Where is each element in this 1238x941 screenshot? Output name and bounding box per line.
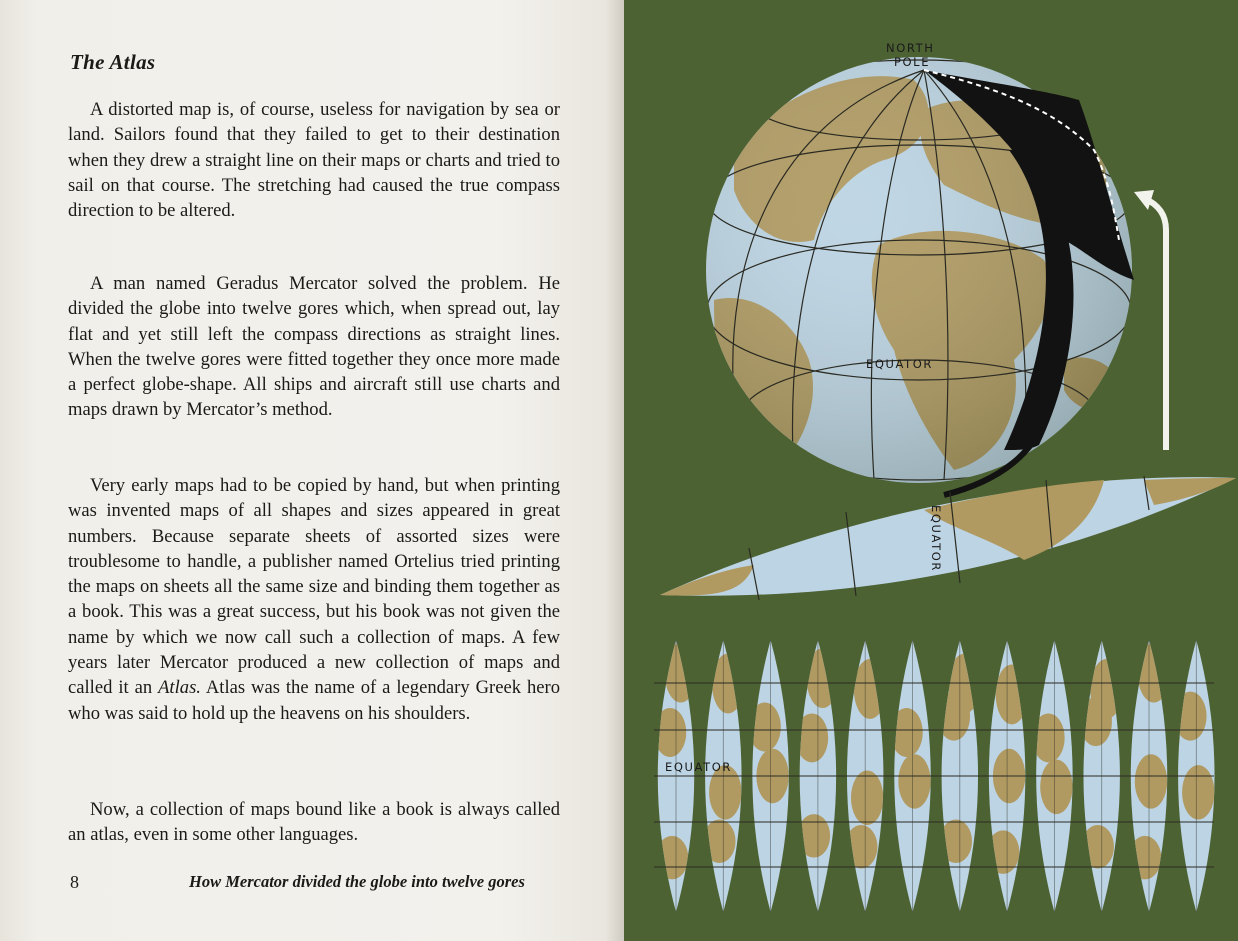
single-gore-land-3 [1144, 478, 1236, 505]
strip-equator-label: EQUATOR [665, 760, 732, 774]
paragraph-1: A distorted map is, of course, useless for navigation by sea or land. Sailors found that they failed to get to their destination when they drew a straight line on their maps or charts and tried to sail on that course. The stretching had caused the true compass direction to be altered. [68, 99, 560, 222]
page-number: 8 [70, 872, 79, 892]
gores-strip [654, 640, 1215, 912]
north-label: NORTH [886, 41, 935, 55]
gore-equator-label: EQUATOR [929, 505, 943, 572]
paragraph-3 [68, 473, 560, 726]
mercator-illustration [624, 0, 1238, 941]
upward-arrow [1134, 190, 1166, 450]
right-page-illustration [624, 0, 1238, 941]
globe [706, 41, 1134, 495]
paragraph-3-text-b: Atlas was the name of a legendary Greek hero who was said to hold up the heavens on his shoulders. [68, 677, 560, 724]
pole-label: POLE [894, 55, 931, 69]
page-heading: The Atlas [70, 50, 156, 74]
paragraph-3-text-a: Very early maps had to be copied by hand, but when printing was invented maps of all shapes and sizes appeared in great numbers. Because separate sheets of assorted sizes were troublesome to handle, a publisher named Ortelius tried printing the maps on sheets all the same size and binding them together as a book. This was a great success, but his book was not given the name by which we now call such a collection of maps. A few years later Mercator produced a new collection of maps and called it an [68, 475, 560, 699]
figure-caption: How Mercator divided the globe into twelve gores [189, 872, 525, 891]
globe-equator-label: EQUATOR [866, 357, 933, 371]
paragraph-4: Now, a collection of maps bound like a book is always called an atlas, even in some other languages. [68, 799, 560, 846]
atlas-emphasis: Atlas. [158, 677, 201, 699]
paragraph-2: A man named Geradus Mercator solved the problem. He divided the globe into twelve gores which, when spread out, lay flat and yet still left the compass directions as straight lines. When the twelve gores were fitted together they once more made a perfect globe-shape. All ships and aircraft still use charts and maps drawn by Mercator’s method. [68, 273, 560, 421]
